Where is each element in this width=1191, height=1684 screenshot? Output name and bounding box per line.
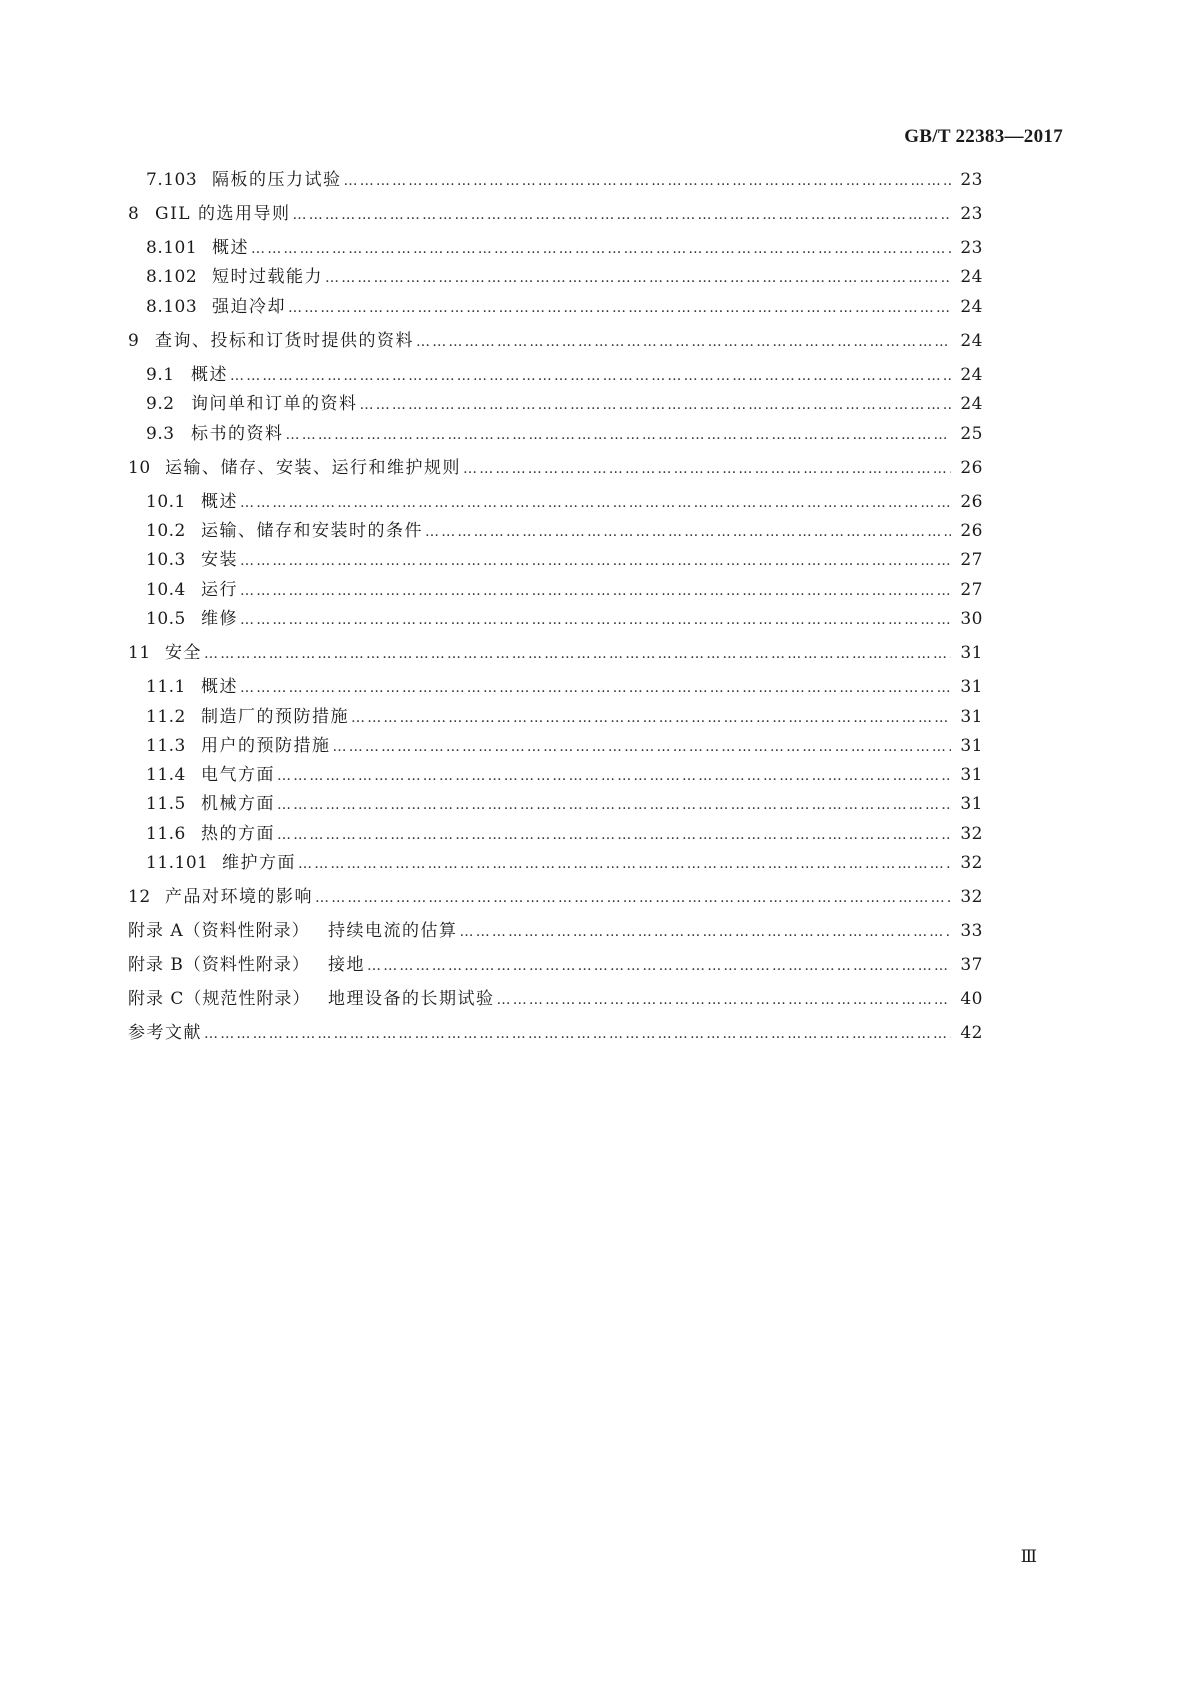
toc-entry-number: 11 [128,643,151,663]
toc-entry-number: 9 [128,331,140,351]
toc-dot-leader [416,331,951,353]
toc-dot-leader [240,677,951,699]
toc-dot-leader [315,887,951,909]
toc-entry-number: 11.3 [146,736,186,756]
toc-entry-number: 8.103 [146,297,198,317]
toc-dot-leader [251,238,951,260]
toc-entry-title: 地理设备的长期试验 [328,989,495,1009]
toc-entry-title: 产品对环境的影响 [165,887,313,907]
toc-entry-title: 概述 [201,677,238,697]
standard-code: GB/T 22383—2017 [904,126,1063,147]
toc-entry-title: 机械方面 [201,794,275,814]
toc-entry-page: 26 [960,458,983,478]
toc-entry[interactable] [128,1022,983,1044]
toc-entry-number: 附录 C（规范性附录） [128,989,311,1009]
toc-entry-page: 31 [960,643,983,663]
toc-entry-number: 10.4 [146,580,186,600]
toc-entry-title: 运输、储存和安装时的条件 [201,521,423,541]
toc-dot-leader [325,267,951,289]
toc-dot-leader [240,550,951,572]
toc-entry-title: 标书的资料 [191,424,284,444]
toc-entry-page: 31 [960,707,983,727]
toc-entry-number: 11.5 [146,794,186,814]
toc-entry[interactable] [146,764,983,786]
toc-entry[interactable] [146,266,983,288]
toc-dot-leader [240,609,951,631]
toc-entry[interactable] [128,920,983,942]
toc-entry-title: 维修 [201,609,238,629]
toc-dot-leader [367,955,951,977]
toc-entry-title: 短时过载能力 [212,267,323,287]
toc-entry-title: 电气方面 [201,765,275,785]
toc-entry[interactable] [146,608,983,630]
toc-entry-title: 运输、储存、安装、运行和维护规则 [165,458,461,478]
toc-entry-page: 30 [960,609,983,629]
toc-dot-leader [360,394,952,416]
toc-dot-leader [497,989,952,1011]
toc-entry[interactable] [146,579,983,601]
toc-entry-title: 持续电流的估算 [328,921,458,941]
toc-entry[interactable] [146,735,983,757]
toc-entry[interactable] [146,169,983,191]
toc-entry-number: 11.6 [146,824,186,844]
toc-entry-title: 热的方面 [201,824,275,844]
toc-entry-page: 31 [960,765,983,785]
toc-entry[interactable] [128,330,983,352]
toc-dot-leader [425,521,951,543]
toc-entry[interactable] [146,852,983,874]
toc-entry[interactable] [146,823,983,845]
toc-entry-number: 12 [128,887,151,907]
toc-entry-page: 31 [960,736,983,756]
toc-dot-leader [230,365,951,387]
toc-entry[interactable] [146,793,983,815]
toc-entry-page: 26 [960,492,983,512]
toc-entry[interactable] [146,676,983,698]
toc-entry[interactable] [146,491,983,513]
toc-entry-number: 10.3 [146,550,186,570]
toc-entry[interactable] [146,706,983,728]
toc-entry-page: 32 [960,824,983,844]
toc-entry[interactable] [146,520,983,542]
toc-entry[interactable] [128,642,983,664]
toc-entry-page: 24 [960,297,983,317]
toc-entry-number: 11.1 [146,677,186,697]
toc-entry-page: 23 [960,238,983,258]
toc-dot-leader [298,853,951,875]
toc-entry-title: 概述 [212,238,249,258]
toc-entry-number: 附录 A（资料性附录） [128,921,310,941]
toc-entry-number: 附录 B（资料性附录） [128,955,310,975]
toc-entry-title: 概述 [191,365,228,385]
toc-entry-number: 8.101 [146,238,198,258]
toc-entry-title: 运行 [201,580,238,600]
toc-entry[interactable] [128,203,983,225]
toc-entry-number: 11.2 [146,707,186,727]
toc-dot-leader [333,736,952,758]
toc-entry-title: 制造厂的预防措施 [201,707,349,727]
toc-dot-leader [277,765,951,787]
toc-entry-page: 37 [960,955,983,975]
toc-dot-leader [288,297,951,319]
toc-dot-leader [204,1023,951,1045]
toc-entry[interactable] [146,393,983,415]
toc-dot-leader [240,580,951,602]
toc-entry[interactable] [146,237,983,259]
toc-entry[interactable] [146,423,983,445]
toc-entry-page: 32 [960,887,983,907]
toc-dot-leader [204,643,951,665]
toc-entry-title: 用户的预防措施 [201,736,331,756]
toc-entry-title: 强迫冷却 [212,297,286,317]
toc-entry-number: 8 [128,204,140,224]
toc-entry-title: 安装 [201,550,238,570]
toc-entry-title: 参考文献 [128,1023,202,1043]
toc-entry-number: 10 [128,458,151,478]
toc-entry-number: 9.3 [146,424,175,444]
toc-entry-page: 24 [960,267,983,287]
toc-entry-page: 25 [960,424,983,444]
toc-entry-title: 维护方面 [222,853,296,873]
toc-dot-leader [277,824,951,846]
toc-entry-page: 40 [960,989,983,1009]
toc-entry-page: 23 [960,170,983,190]
toc-entry-title: 询问单和订单的资料 [191,394,358,414]
toc-entry-page: 27 [960,550,983,570]
toc-dot-leader [277,794,951,816]
toc-entry-number: 9.2 [146,394,175,414]
toc-entry[interactable] [128,457,983,479]
toc-entry-title: 查询、投标和订货时提供的资料 [155,331,414,351]
toc-entry[interactable] [146,549,983,571]
toc-entry-page: 24 [960,365,983,385]
toc-entry-number: 10.5 [146,609,186,629]
toc-entry-title: 概述 [201,492,238,512]
toc-entry[interactable] [128,954,983,976]
toc-dot-leader [240,492,951,514]
toc-entry-page: 26 [960,521,983,541]
toc-entry[interactable] [146,364,983,386]
toc-entry-page: 27 [960,580,983,600]
toc-entry-number: 8.102 [146,267,198,287]
toc-entry-page: 31 [960,794,983,814]
toc-entry-page: 31 [960,677,983,697]
toc-entry-number: 10.2 [146,521,186,541]
page-number: Ⅲ [1020,1547,1036,1566]
toc-dot-leader [286,424,952,446]
toc-entry-page: 23 [960,204,983,224]
toc-dot-leader [351,707,951,729]
toc-entry-page: 42 [960,1023,983,1043]
toc-entry-number: 10.1 [146,492,186,512]
toc-entry-page: 24 [960,394,983,414]
toc-entry-title: GIL 的选用导则 [155,204,291,224]
toc-entry[interactable] [128,988,983,1010]
toc-entry-page: 33 [960,921,983,941]
toc-entry-number: 11.4 [146,765,186,785]
toc-entry-title: 安全 [165,643,202,663]
toc-dot-leader [344,170,952,192]
toc-entry[interactable] [128,886,983,908]
toc-entry-number: 9.1 [146,365,175,385]
toc-entry-page: 32 [960,853,983,873]
toc-entry-title: 隔板的压力试验 [212,170,342,190]
toc-entry-title: 接地 [328,955,365,975]
toc-dot-leader [460,921,952,943]
toc-entry-page: 24 [960,331,983,351]
toc-entry[interactable] [146,296,983,318]
toc-entry-number: 11.101 [146,853,209,873]
toc-entry-number: 7.103 [146,170,198,190]
toc-dot-leader [463,458,951,480]
toc-dot-leader [293,204,952,226]
